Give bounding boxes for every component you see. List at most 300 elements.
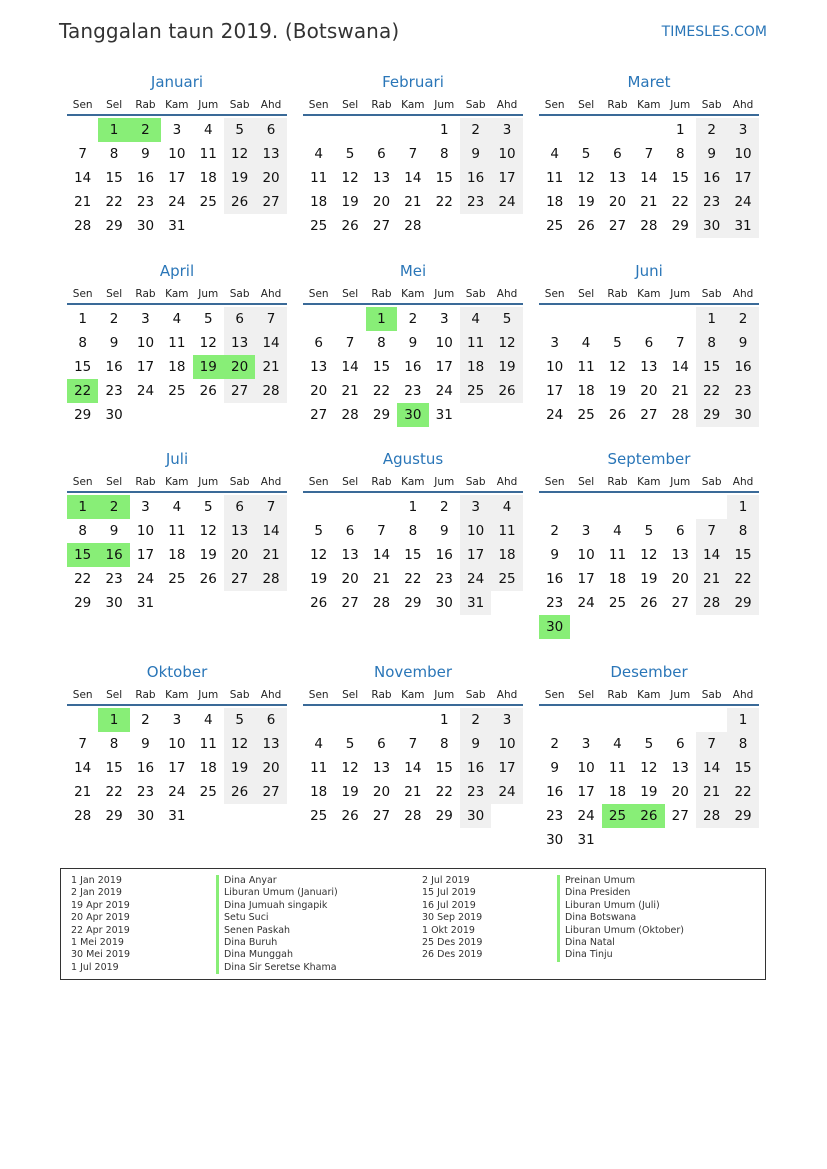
weekday-label: Sel — [106, 689, 123, 701]
weekday-label: Sel — [106, 99, 123, 111]
day-cell: 7 — [696, 732, 727, 756]
day-cell: 24 — [136, 383, 155, 399]
day-cell: 2 — [408, 311, 418, 327]
day-cell: 10 — [460, 519, 491, 543]
day-cell: 25 — [608, 595, 627, 611]
holiday-date: 1 Mei 2019 — [71, 937, 124, 949]
day-cell: 27 — [341, 595, 359, 611]
month-mei — [303, 261, 523, 427]
month-name: Februari — [382, 73, 444, 91]
day-cell: 17 — [136, 547, 155, 563]
weekday-label: Jum — [670, 476, 691, 488]
day-cell: 2 — [439, 499, 449, 515]
day-cell: 26 — [577, 218, 595, 234]
empty-cell — [67, 708, 98, 732]
holiday-name: Dina Presiden — [557, 887, 684, 899]
day-cell: 29 — [105, 218, 123, 234]
day-cell: 19 — [310, 571, 328, 587]
day-cell: 31 — [168, 808, 186, 824]
day-cell: 4 — [172, 311, 182, 327]
day-cell: 3 — [550, 335, 559, 351]
day-cell: 17 — [491, 166, 522, 190]
day-cell: 18 — [199, 170, 217, 186]
empty-cell — [602, 307, 633, 331]
day-cell: 25 — [310, 808, 328, 824]
day-cell: 26 — [341, 808, 359, 824]
day-cell: 9 — [109, 335, 119, 351]
empty-cell — [303, 708, 334, 732]
weekday-header — [539, 94, 759, 116]
day-cell: 12 — [341, 170, 359, 186]
day-cell: 13 — [640, 359, 658, 375]
empty-cell — [696, 708, 727, 732]
weekday-label: Ahd — [496, 288, 518, 300]
weekday-label: Kam — [401, 689, 425, 701]
day-cell: 31 — [577, 832, 595, 848]
day-cell: 21 — [372, 571, 391, 587]
day-cell: 27 — [671, 808, 689, 824]
day-cell: 13 — [310, 359, 328, 375]
day-cell: 28 — [255, 379, 286, 403]
day-cell: 21 — [640, 194, 658, 210]
day-cell: 28 — [372, 595, 391, 611]
weekday-header — [67, 684, 287, 706]
day-cell: 11 — [577, 359, 595, 375]
day-cell: 22 — [105, 194, 123, 210]
day-cell: 27 — [608, 218, 627, 234]
day-cell: 2 — [141, 712, 150, 728]
day-cell: 22 — [435, 194, 453, 210]
day-cell: 13 — [671, 760, 689, 776]
holiday-name: Dina Botswana — [557, 912, 684, 924]
day-cell: 24 — [577, 595, 595, 611]
holiday-day-cell: 25 — [602, 804, 633, 828]
day-cell: 19 — [199, 547, 217, 563]
day-cell: 20 — [341, 571, 359, 587]
day-cell: 18 — [608, 784, 627, 800]
day-cell: 27 — [255, 780, 286, 804]
day-cell: 20 — [255, 756, 286, 780]
day-cell: 8 — [377, 335, 386, 351]
day-cell: 9 — [727, 331, 758, 355]
day-cell: 16 — [460, 166, 491, 190]
weekday-header — [539, 283, 759, 305]
day-cell: 3 — [491, 118, 522, 142]
holiday-day-cell: 2 — [130, 118, 161, 142]
day-cell: 16 — [435, 547, 453, 563]
day-cell: 4 — [314, 736, 323, 752]
day-cell: 3 — [439, 311, 449, 327]
day-cell: 10 — [136, 523, 155, 539]
day-cell: 5 — [345, 736, 355, 752]
holiday-day-cell: 30 — [397, 403, 428, 427]
weekday-label: Jum — [198, 99, 219, 111]
day-cell: 14 — [341, 359, 359, 375]
day-cell: 11 — [199, 736, 217, 752]
day-cell: 6 — [224, 495, 255, 519]
month-oktober — [67, 662, 287, 828]
day-cell: 9 — [696, 142, 727, 166]
holiday-date: 19 Apr 2019 — [71, 899, 130, 911]
day-cell: 18 — [608, 571, 627, 587]
day-cell: 10 — [136, 335, 155, 351]
day-grid — [539, 495, 759, 639]
weekday-label: Ahd — [496, 689, 518, 701]
weekday-label: Ahd — [732, 689, 754, 701]
day-cell: 11 — [168, 523, 186, 539]
day-cell: 2 — [550, 523, 559, 539]
day-cell: 25 — [577, 407, 595, 423]
day-cell: 12 — [640, 760, 658, 776]
weekday-label: Sab — [229, 476, 250, 488]
day-cell: 5 — [224, 708, 255, 732]
day-cell: 24 — [136, 571, 155, 587]
day-cell: 22 — [372, 383, 391, 399]
day-cell: 10 — [168, 736, 186, 752]
weekday-label: Sen — [72, 99, 93, 111]
weekday-label: Rab — [135, 288, 156, 300]
empty-cell — [665, 307, 696, 331]
day-cell: 1 — [696, 307, 727, 331]
brand-link[interactable]: TIMESLES.COM — [661, 24, 767, 40]
weekday-label: Kam — [401, 99, 425, 111]
weekday-label: Sel — [342, 476, 359, 488]
holiday-date: 1 Jul 2019 — [71, 961, 119, 973]
day-cell: 15 — [105, 760, 123, 776]
day-cell: 25 — [168, 383, 186, 399]
weekday-label: Sen — [72, 689, 93, 701]
day-cell: 11 — [546, 170, 564, 186]
day-cell: 17 — [577, 784, 595, 800]
day-grid — [303, 307, 523, 427]
day-cell: 13 — [255, 732, 286, 756]
day-cell: 30 — [435, 595, 453, 611]
day-cell: 3 — [172, 712, 182, 728]
legend-dates-left — [71, 875, 130, 974]
day-cell: 26 — [608, 407, 627, 423]
day-cell: 4 — [314, 146, 323, 162]
day-cell: 4 — [172, 499, 182, 515]
weekday-label: Ahd — [732, 288, 754, 300]
empty-cell — [334, 708, 365, 732]
weekday-label: Sen — [72, 288, 93, 300]
weekday-label: Sab — [229, 288, 250, 300]
day-cell: 5 — [581, 146, 591, 162]
day-cell: 23 — [136, 194, 155, 210]
day-cell: 7 — [78, 736, 87, 752]
day-cell: 17 — [577, 571, 595, 587]
weekday-label: Ahd — [260, 476, 282, 488]
day-cell: 16 — [460, 756, 491, 780]
day-cell: 19 — [224, 756, 255, 780]
month-juli — [67, 449, 287, 615]
day-cell: 24 — [168, 194, 186, 210]
day-cell: 6 — [255, 708, 286, 732]
day-cell: 1 — [727, 708, 758, 732]
weekday-label: Sel — [342, 288, 359, 300]
empty-cell — [303, 495, 334, 519]
weekday-label: Sab — [465, 476, 486, 488]
day-cell: 9 — [550, 547, 559, 563]
weekday-label: Rab — [135, 476, 156, 488]
day-cell: 26 — [640, 595, 658, 611]
month-februari — [303, 72, 523, 238]
weekday-label: Sab — [701, 99, 722, 111]
weekday-label: Sab — [701, 689, 722, 701]
holiday-date: 2 Jan 2019 — [71, 887, 122, 899]
month-name: Agustus — [382, 450, 444, 468]
weekday-label: Rab — [135, 689, 156, 701]
day-cell: 21 — [255, 355, 286, 379]
day-cell: 19 — [577, 194, 595, 210]
day-cell: 22 — [727, 567, 758, 591]
day-cell: 2 — [550, 736, 559, 752]
weekday-header — [303, 94, 523, 116]
day-cell: 6 — [224, 307, 255, 331]
weekday-label: Ahd — [496, 476, 518, 488]
day-cell: 24 — [491, 190, 522, 214]
empty-cell — [602, 708, 633, 732]
holiday-day-cell: 22 — [67, 379, 98, 403]
day-cell: 13 — [608, 170, 627, 186]
day-cell: 3 — [581, 523, 591, 539]
day-cell: 2 — [696, 118, 727, 142]
day-cell: 15 — [727, 756, 758, 780]
weekday-label: Rab — [607, 689, 628, 701]
day-cell: 12 — [491, 331, 522, 355]
holiday-day-cell: 1 — [67, 495, 98, 519]
day-cell: 12 — [577, 170, 595, 186]
day-cell: 11 — [608, 760, 627, 776]
weekday-label: Sab — [465, 689, 486, 701]
day-cell: 28 — [74, 218, 92, 234]
day-cell: 27 — [224, 567, 255, 591]
day-cell: 25 — [199, 784, 217, 800]
holiday-date: 16 Jul 2019 — [422, 899, 476, 911]
empty-cell — [334, 118, 365, 142]
day-cell: 21 — [74, 784, 92, 800]
month-name: Juni — [635, 262, 663, 280]
empty-cell — [366, 118, 397, 142]
empty-cell — [696, 495, 727, 519]
holiday-name: Setu Suci — [216, 912, 338, 924]
day-cell: 17 — [435, 359, 453, 375]
holiday-name: Dina Natal — [557, 937, 684, 949]
holiday-date: 15 Jul 2019 — [422, 887, 476, 899]
day-cell: 15 — [105, 170, 123, 186]
day-cell: 6 — [377, 146, 386, 162]
day-cell: 19 — [640, 571, 658, 587]
day-cell: 8 — [109, 146, 119, 162]
weekday-label: Jum — [670, 99, 691, 111]
day-cell: 23 — [460, 780, 491, 804]
weekday-header — [67, 283, 287, 305]
day-cell: 24 — [460, 567, 491, 591]
day-cell: 24 — [577, 808, 595, 824]
weekday-label: Rab — [135, 99, 156, 111]
weekday-label: Rab — [371, 689, 392, 701]
day-cell: 19 — [491, 355, 522, 379]
day-cell: 28 — [404, 218, 422, 234]
day-cell: 26 — [491, 379, 522, 403]
day-cell: 22 — [74, 571, 92, 587]
day-cell: 28 — [640, 218, 658, 234]
empty-cell — [539, 307, 570, 331]
day-cell: 25 — [168, 571, 186, 587]
day-cell: 12 — [310, 547, 328, 563]
weekday-label: Ahd — [496, 99, 518, 111]
day-cell: 5 — [224, 118, 255, 142]
holiday-name: Preinan Umum — [557, 875, 684, 887]
legend-names-right — [557, 875, 684, 962]
day-cell: 14 — [404, 760, 422, 776]
day-cell: 4 — [613, 736, 622, 752]
day-cell: 2 — [460, 708, 491, 732]
day-cell: 11 — [491, 519, 522, 543]
weekday-label: Sab — [701, 288, 722, 300]
day-cell: 8 — [696, 331, 727, 355]
day-cell: 17 — [727, 166, 758, 190]
weekday-label: Sel — [342, 99, 359, 111]
day-cell: 23 — [404, 383, 422, 399]
day-cell: 3 — [141, 499, 150, 515]
day-cell: 4 — [581, 335, 591, 351]
day-cell: 27 — [224, 379, 255, 403]
day-cell: 22 — [671, 194, 689, 210]
day-cell: 21 — [671, 383, 689, 399]
day-cell: 29 — [404, 595, 422, 611]
day-cell: 4 — [203, 122, 213, 138]
day-cell: 20 — [671, 784, 689, 800]
empty-cell — [539, 118, 570, 142]
day-cell: 10 — [577, 547, 595, 563]
day-cell: 19 — [341, 194, 359, 210]
weekday-label: Jum — [198, 476, 219, 488]
weekday-label: Kam — [165, 689, 189, 701]
day-grid — [67, 708, 287, 828]
day-cell: 23 — [136, 784, 155, 800]
month-desember — [539, 662, 759, 852]
day-cell: 7 — [345, 335, 355, 351]
day-cell: 9 — [408, 335, 418, 351]
day-grid — [303, 495, 523, 615]
day-cell: 8 — [408, 523, 418, 539]
day-cell: 27 — [671, 595, 689, 611]
day-cell: 6 — [675, 736, 685, 752]
day-cell: 27 — [372, 808, 391, 824]
weekday-header — [303, 471, 523, 493]
empty-cell — [366, 495, 397, 519]
holiday-name: Senen Paskah — [216, 925, 338, 937]
day-cell: 30 — [105, 595, 123, 611]
weekday-label: Sel — [578, 288, 595, 300]
day-cell: 31 — [727, 214, 758, 238]
day-cell: 8 — [675, 146, 685, 162]
empty-cell — [539, 708, 570, 732]
weekday-label: Sen — [308, 476, 329, 488]
weekday-label: Jum — [670, 288, 691, 300]
day-cell: 18 — [577, 383, 595, 399]
day-cell: 23 — [546, 808, 564, 824]
weekday-label: Kam — [401, 288, 425, 300]
day-cell: 9 — [141, 736, 150, 752]
empty-cell — [397, 708, 428, 732]
day-cell: 29 — [105, 808, 123, 824]
day-cell: 8 — [78, 523, 87, 539]
weekday-label: Sen — [544, 476, 565, 488]
day-cell: 14 — [74, 170, 92, 186]
holiday-day-cell: 2 — [98, 495, 129, 519]
day-grid — [67, 495, 287, 615]
day-cell: 26 — [310, 595, 328, 611]
day-cell: 12 — [640, 547, 658, 563]
day-cell: 30 — [727, 403, 758, 427]
day-cell: 29 — [727, 591, 758, 615]
holiday-date: 1 Jan 2019 — [71, 875, 122, 886]
holiday-day-cell: 1 — [98, 708, 129, 732]
day-cell: 8 — [727, 519, 758, 543]
weekday-label: Rab — [607, 476, 628, 488]
day-cell: 11 — [310, 170, 328, 186]
holiday-day-cell: 1 — [98, 118, 129, 142]
day-cell: 17 — [168, 170, 186, 186]
weekday-label: Sen — [72, 476, 93, 488]
day-cell: 15 — [727, 543, 758, 567]
day-cell: 2 — [727, 307, 758, 331]
day-cell: 13 — [224, 519, 255, 543]
day-cell: 20 — [608, 194, 627, 210]
day-cell: 1 — [78, 311, 87, 327]
day-cell: 21 — [74, 194, 92, 210]
holiday-name: Liburan Umum (Januari) — [216, 887, 338, 899]
weekday-label: Jum — [198, 689, 219, 701]
month-name: April — [159, 262, 195, 280]
day-cell: 15 — [435, 760, 453, 776]
weekday-label: Kam — [165, 288, 189, 300]
day-cell: 10 — [168, 146, 186, 162]
day-cell: 27 — [372, 218, 391, 234]
day-cell: 21 — [341, 383, 359, 399]
day-cell: 21 — [404, 784, 422, 800]
day-cell: 25 — [199, 194, 217, 210]
day-cell: 16 — [546, 784, 564, 800]
weekday-label: Ahd — [260, 288, 282, 300]
weekday-label: Sen — [544, 99, 565, 111]
day-cell: 1 — [675, 122, 685, 138]
day-cell: 29 — [74, 595, 92, 611]
empty-cell — [303, 307, 334, 331]
day-cell: 30 — [136, 808, 155, 824]
month-name: Juli — [165, 450, 189, 468]
day-cell: 18 — [168, 547, 186, 563]
day-cell: 14 — [74, 760, 92, 776]
day-cell: 25 — [546, 218, 564, 234]
weekday-label: Rab — [607, 288, 628, 300]
day-cell: 7 — [255, 495, 286, 519]
day-cell: 13 — [224, 331, 255, 355]
day-cell: 25 — [310, 218, 328, 234]
day-cell: 21 — [255, 543, 286, 567]
day-cell: 4 — [460, 307, 491, 331]
day-cell: 24 — [435, 383, 453, 399]
empty-cell — [397, 118, 428, 142]
day-cell: 3 — [172, 122, 182, 138]
day-cell: 27 — [255, 190, 286, 214]
weekday-label: Kam — [637, 689, 661, 701]
day-cell: 1 — [408, 499, 418, 515]
day-cell: 28 — [255, 567, 286, 591]
day-cell: 19 — [608, 383, 627, 399]
